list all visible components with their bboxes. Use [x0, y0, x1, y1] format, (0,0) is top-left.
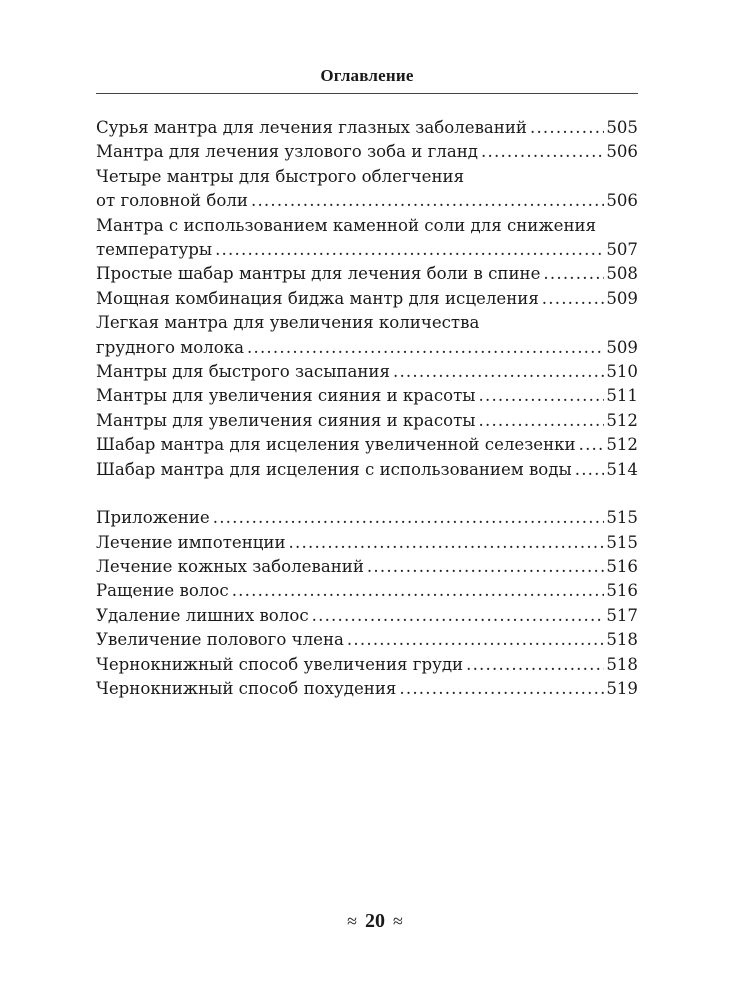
toc-page-number: 512 [606, 435, 638, 455]
dot-leader [479, 409, 605, 433]
toc-entry-line [96, 287, 638, 311]
toc-page-number: 511 [606, 386, 638, 406]
toc-entry [96, 311, 638, 360]
toc-entry-line [96, 579, 638, 603]
toc-entry-line [96, 653, 638, 677]
toc-entry [96, 360, 638, 384]
footer-ornament-left: ≈ [347, 911, 357, 931]
toc-page-number: 505 [606, 118, 638, 137]
toc-page-number: 515 [606, 532, 638, 552]
toc-page-number: 512 [606, 410, 638, 430]
toc-entry-title: Мощная комбинация биджа мантр для исцеления [96, 288, 539, 308]
toc-entry-title: температуры [96, 240, 213, 260]
dot-leader [543, 262, 604, 286]
toc-entry-line [96, 555, 638, 579]
toc-page-number: 517 [606, 605, 638, 625]
toc-entry-title: Сурья мантра для лечения глазных заболеваний [96, 118, 527, 137]
toc-entry-line [96, 433, 638, 457]
toc-page-number: 516 [606, 556, 638, 576]
toc-entry-line [96, 116, 638, 140]
toc-entry-title: Четыре мантры для быстрого облегчения [96, 166, 465, 186]
dot-leader [579, 433, 605, 457]
toc-page-number: 518 [606, 630, 638, 650]
dot-leader [215, 238, 604, 262]
toc-entry [96, 458, 638, 482]
toc-entry [96, 140, 638, 164]
toc-entry-continued-line [96, 311, 638, 335]
footer-ornament-right: ≈ [393, 911, 403, 931]
toc-entry-continued-line [96, 214, 638, 238]
dot-leader [481, 140, 604, 164]
running-header-title: Оглавление [320, 66, 414, 85]
toc-page-number: 518 [606, 654, 638, 674]
toc-entry-title: Мантры для увеличения сияния и красоты [96, 386, 476, 406]
dot-leader [466, 653, 604, 677]
toc-entry [96, 506, 638, 530]
toc-entry-title: Мантра с использованием каменной соли для снижения [96, 215, 597, 235]
toc-entry-line [96, 262, 638, 286]
toc-entry-line [96, 458, 638, 482]
toc-entry-title: Шабар мантра для исцеления с использованием воды [96, 459, 572, 479]
toc-page-number: 507 [606, 240, 638, 260]
toc-entry-title: Мантры для увеличения сияния и красоты [96, 410, 476, 430]
toc-page-number: 516 [606, 581, 638, 601]
toc-entry-title: Мантра для лечения узлового зоба и гланд [96, 142, 479, 162]
dot-leader [530, 116, 604, 140]
dot-leader [393, 360, 604, 384]
toc-entry-title: от головной боли [96, 191, 248, 211]
toc-entry-title: Ращение волос [96, 581, 229, 601]
dot-leader [399, 677, 604, 701]
toc-section-mantras [96, 116, 638, 482]
toc-entry [96, 287, 638, 311]
toc-entry-title: Легкая мантра для увеличения количества [96, 313, 480, 333]
toc-entry-title: Простые шабар мантры для лечения боли в спине [96, 264, 541, 284]
toc-entry-line [96, 140, 638, 164]
toc-page-number: 508 [606, 264, 638, 284]
dot-leader [232, 579, 605, 603]
toc-page-number: 509 [606, 337, 638, 357]
dot-leader [542, 287, 605, 311]
dot-leader [247, 336, 604, 360]
toc-page-number: 509 [606, 288, 638, 308]
dot-leader [367, 555, 604, 579]
toc-entry-line [96, 336, 638, 360]
dot-leader [479, 384, 605, 408]
toc-entry-continued-line [96, 165, 638, 189]
toc-entry-line [96, 604, 638, 628]
toc-entry-line [96, 360, 638, 384]
toc-entry-title: Шабар мантра для исцеления увеличенной селезенки [96, 435, 576, 455]
toc-page-number: 506 [606, 191, 638, 211]
toc-entry-title: Приложение [96, 508, 210, 528]
toc-entry [96, 116, 638, 140]
toc-entry [96, 579, 638, 603]
toc-entry-title: Мантры для быстрого засыпания [96, 362, 390, 382]
toc-entry [96, 531, 638, 555]
toc-entry [96, 628, 638, 652]
dot-leader [312, 604, 605, 628]
toc-entry [96, 214, 638, 263]
toc-entry [96, 604, 638, 628]
toc-entry-line [96, 677, 638, 701]
toc-entry [96, 555, 638, 579]
table-of-contents [96, 116, 638, 701]
dot-leader [575, 458, 605, 482]
page-number: 20 [365, 910, 385, 932]
toc-section-appendix [96, 506, 638, 701]
header-rule [96, 93, 638, 94]
toc-entry [96, 433, 638, 457]
toc-entry [96, 409, 638, 433]
dot-leader [347, 628, 604, 652]
toc-entry [96, 262, 638, 286]
page-footer [0, 910, 750, 933]
toc-entry-line [96, 238, 638, 262]
dot-leader [213, 506, 605, 530]
toc-page-number: 515 [606, 508, 638, 528]
toc-entry [96, 653, 638, 677]
toc-entry-title: Лечение импотенции [96, 532, 286, 552]
toc-entry-line [96, 409, 638, 433]
section-gap [96, 482, 638, 506]
toc-entry-title: Удаление лишних волос [96, 605, 309, 625]
toc-entry [96, 677, 638, 701]
toc-entry [96, 384, 638, 408]
toc-entry-line [96, 384, 638, 408]
toc-entry-title: грудного молока [96, 337, 244, 357]
toc-entry-line [96, 531, 638, 555]
toc-entry-line [96, 506, 638, 530]
toc-entry-title: Чернокнижный способ увеличения груди [96, 654, 464, 674]
toc-page-number: 514 [606, 459, 638, 479]
toc-entry-title: Чернокнижный способ похудения [96, 678, 397, 698]
toc-page-number: 519 [606, 678, 638, 698]
toc-page-number: 510 [606, 362, 638, 382]
toc-page-number: 506 [606, 142, 638, 162]
dot-leader [289, 531, 605, 555]
toc-entry-line [96, 628, 638, 652]
toc-entry-title: Лечение кожных заболеваний [96, 556, 364, 576]
toc-entry [96, 165, 638, 214]
toc-entry-line [96, 189, 638, 213]
toc-entry-title: Увеличение полового члена [96, 630, 344, 650]
dot-leader [251, 189, 604, 213]
